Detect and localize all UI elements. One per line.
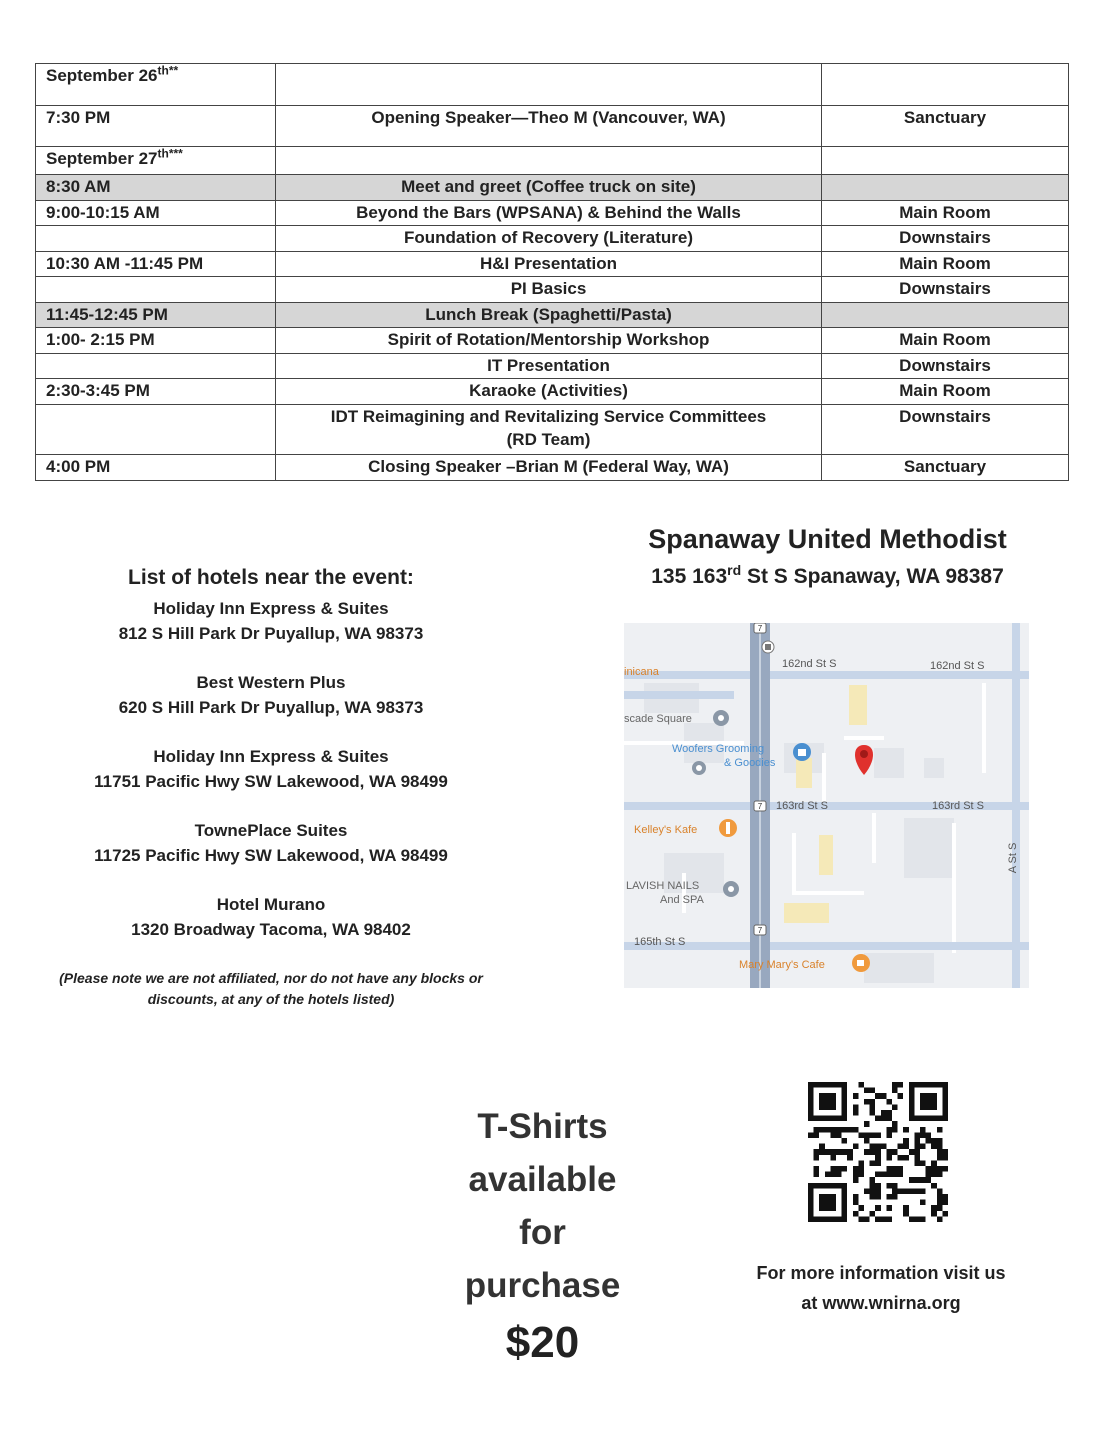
schedule-time-text: 8:30 AM (46, 177, 111, 196)
schedule-time (36, 277, 276, 303)
schedule-time (36, 226, 276, 252)
schedule-row (36, 252, 1069, 277)
tshirt-price: $20 (505, 1318, 580, 1367)
schedule-row (36, 226, 1069, 252)
hotel-list (40, 566, 502, 966)
route-number: 7 (757, 926, 763, 935)
hotel-item (40, 892, 502, 942)
poi-label-marys: Mary Mary's Cafe (739, 959, 825, 971)
poi-label-lavish-2: And SPA (660, 894, 704, 906)
schedule-event: IDT Reimagining and Revitalizing Service Committees (RD Team) (276, 405, 822, 455)
poi-label-lavish: LAVISH NAILS (626, 880, 700, 892)
hotel-item (40, 596, 502, 646)
tshirt-line: available (468, 1160, 617, 1199)
schedule-table (35, 63, 1069, 481)
schedule-row (36, 328, 1069, 354)
street-label-162-right: 162nd St S (930, 660, 985, 672)
schedule-event: Beyond the Bars (WPSANA) & Behind the Walls (276, 201, 822, 226)
hotel-address: 812 S Hill Park Dr Puyallup, WA 98373 (118, 624, 424, 643)
poi-label-woofers-2: & Goodies (724, 757, 776, 769)
hotel-name: TownePlace Suites (194, 821, 348, 840)
hotel-name: Holiday Inn Express & Suites (153, 599, 389, 618)
schedule-location: Downstairs (822, 277, 1069, 303)
website-link[interactable]: at www.wnirna.org (801, 1293, 961, 1313)
schedule-event: Opening Speaker—Theo M (Vancouver, WA) (276, 106, 822, 147)
venue-address-rest: St S Spanaway, WA 98387 (741, 565, 1004, 588)
schedule-time (36, 405, 276, 455)
qr-code-icon[interactable] (808, 1082, 948, 1222)
schedule-location: Main Room (822, 379, 1069, 405)
schedule-time-text: 9:00-10:15 AM (46, 203, 160, 222)
route-marker (754, 801, 766, 811)
hotel-name: Best Western Plus (196, 673, 346, 692)
more-info (720, 1258, 1042, 1318)
schedule-row (36, 405, 1069, 455)
schedule-row (36, 64, 1069, 106)
hotel-address: 11751 Pacific Hwy SW Lakewood, WA 98499 (94, 772, 448, 791)
schedule-event: H&I Presentation (276, 252, 822, 277)
schedule-time-text: 2:30-3:45 PM (46, 381, 150, 400)
hotel-disclaimer-line: discounts, at any of the hotels listed) (147, 991, 395, 1007)
schedule-time-text: September 27 (46, 149, 158, 168)
route-marker (754, 623, 766, 633)
hotel-items (40, 596, 502, 942)
schedule-time-text: 1:00- 2:15 PM (46, 330, 155, 349)
venue-address (610, 562, 1045, 589)
venue-map[interactable] (624, 623, 1029, 988)
schedule-time (36, 252, 276, 277)
venue-name: Spanaway United Methodist (648, 524, 1007, 554)
tshirt-line: for (519, 1213, 566, 1252)
schedule-time-text: 4:00 PM (46, 457, 111, 476)
venue-address-number: 135 163 (651, 565, 728, 588)
hotel-address: 11725 Pacific Hwy SW Lakewood, WA 98499 (94, 846, 448, 865)
hotel-name: Holiday Inn Express & Suites (153, 747, 389, 766)
schedule-time (36, 147, 276, 175)
schedule-body (36, 64, 1069, 481)
schedule-time (36, 379, 276, 405)
schedule-row (36, 277, 1069, 303)
schedule-event: Closing Speaker –Brian M (Federal Way, WA) (276, 455, 822, 481)
hotel-item (40, 744, 502, 794)
schedule-time (36, 455, 276, 481)
poi-label-unicana: inicana (624, 666, 659, 678)
hotel-list-heading: List of hotels near the event: (128, 566, 414, 589)
schedule-row (36, 354, 1069, 379)
hotel-address: 1320 Broadway Tacoma, WA 98402 (131, 920, 411, 939)
tshirt-line: T-Shirts (477, 1107, 608, 1146)
schedule-location: Downstairs (822, 354, 1069, 379)
schedule-location: Main Room (822, 328, 1069, 354)
schedule-location: Main Room (822, 252, 1069, 277)
schedule-location (822, 64, 1069, 106)
more-info-line: For more information visit us (756, 1263, 1006, 1283)
poi-label-kelleys: Kelley's Kafe (634, 824, 698, 836)
schedule-time (36, 328, 276, 354)
route-marker (754, 925, 766, 935)
schedule-time-suffix: th*** (157, 146, 183, 161)
schedule-time (36, 354, 276, 379)
schedule-time-text: September 26 (46, 66, 158, 85)
hotel-name: Hotel Murano (216, 895, 326, 914)
schedule-event: Karaoke (Activities) (276, 379, 822, 405)
hotel-address: 620 S Hill Park Dr Puyallup, WA 98373 (118, 698, 424, 717)
schedule-location: Sanctuary (822, 455, 1069, 481)
schedule-location: Downstairs (822, 405, 1069, 455)
route-number: 7 (757, 624, 763, 633)
schedule-event: PI Basics (276, 277, 822, 303)
schedule-event: Lunch Break (Spaghetti/Pasta) (276, 303, 822, 328)
schedule-event: Meet and greet (Coffee truck on site) (276, 175, 822, 201)
schedule-location: Downstairs (822, 226, 1069, 252)
schedule-row (36, 379, 1069, 405)
street-label-165: 165th St S (634, 936, 686, 948)
street-label-163-left: 163rd St S (776, 800, 828, 812)
street-label-162-left: 162nd St S (782, 658, 837, 670)
hotel-disclaimer (40, 968, 502, 1010)
route-number: 7 (757, 802, 763, 811)
street-label-a-st: A St S (1007, 842, 1019, 874)
schedule-row (36, 106, 1069, 147)
schedule-row (36, 201, 1069, 226)
schedule-row (36, 175, 1069, 201)
schedule-time (36, 106, 276, 147)
schedule-row (36, 303, 1069, 328)
poi-label-cascade: scade Square (624, 713, 692, 725)
schedule-location: Sanctuary (822, 106, 1069, 147)
schedule-event (276, 64, 822, 106)
venue-address-suffix: rd (727, 562, 742, 578)
schedule-time (36, 64, 276, 106)
schedule-time (36, 175, 276, 201)
schedule-time-text: 7:30 PM (46, 108, 111, 127)
schedule-event: IT Presentation (276, 354, 822, 379)
schedule-event (276, 147, 822, 175)
schedule-time (36, 303, 276, 328)
hotel-item (40, 670, 502, 720)
schedule-time-text: 10:30 AM -11:45 PM (46, 254, 204, 273)
hotel-disclaimer-line: (Please note we are not affiliated, nor do not have any blocks or (59, 970, 483, 986)
schedule-event: Foundation of Recovery (Literature) (276, 226, 822, 252)
tshirt-line: purchase (464, 1266, 621, 1305)
hotel-item (40, 818, 502, 868)
schedule-time-text: 11:45-12:45 PM (46, 305, 168, 324)
schedule-location (822, 303, 1069, 328)
schedule-row (36, 455, 1069, 481)
schedule-location (822, 175, 1069, 201)
tshirt-promo (420, 1100, 665, 1374)
schedule-time (36, 201, 276, 226)
poi-label-woofers: Woofers Grooming (672, 743, 765, 755)
schedule-location (822, 147, 1069, 175)
bus-stop-icon (762, 641, 774, 653)
schedule-row (36, 147, 1069, 175)
schedule-location: Main Room (822, 201, 1069, 226)
schedule-event: Spirit of Rotation/Mentorship Workshop (276, 328, 822, 354)
street-label-163-right: 163rd St S (932, 800, 984, 812)
schedule-time-suffix: th** (157, 63, 179, 78)
